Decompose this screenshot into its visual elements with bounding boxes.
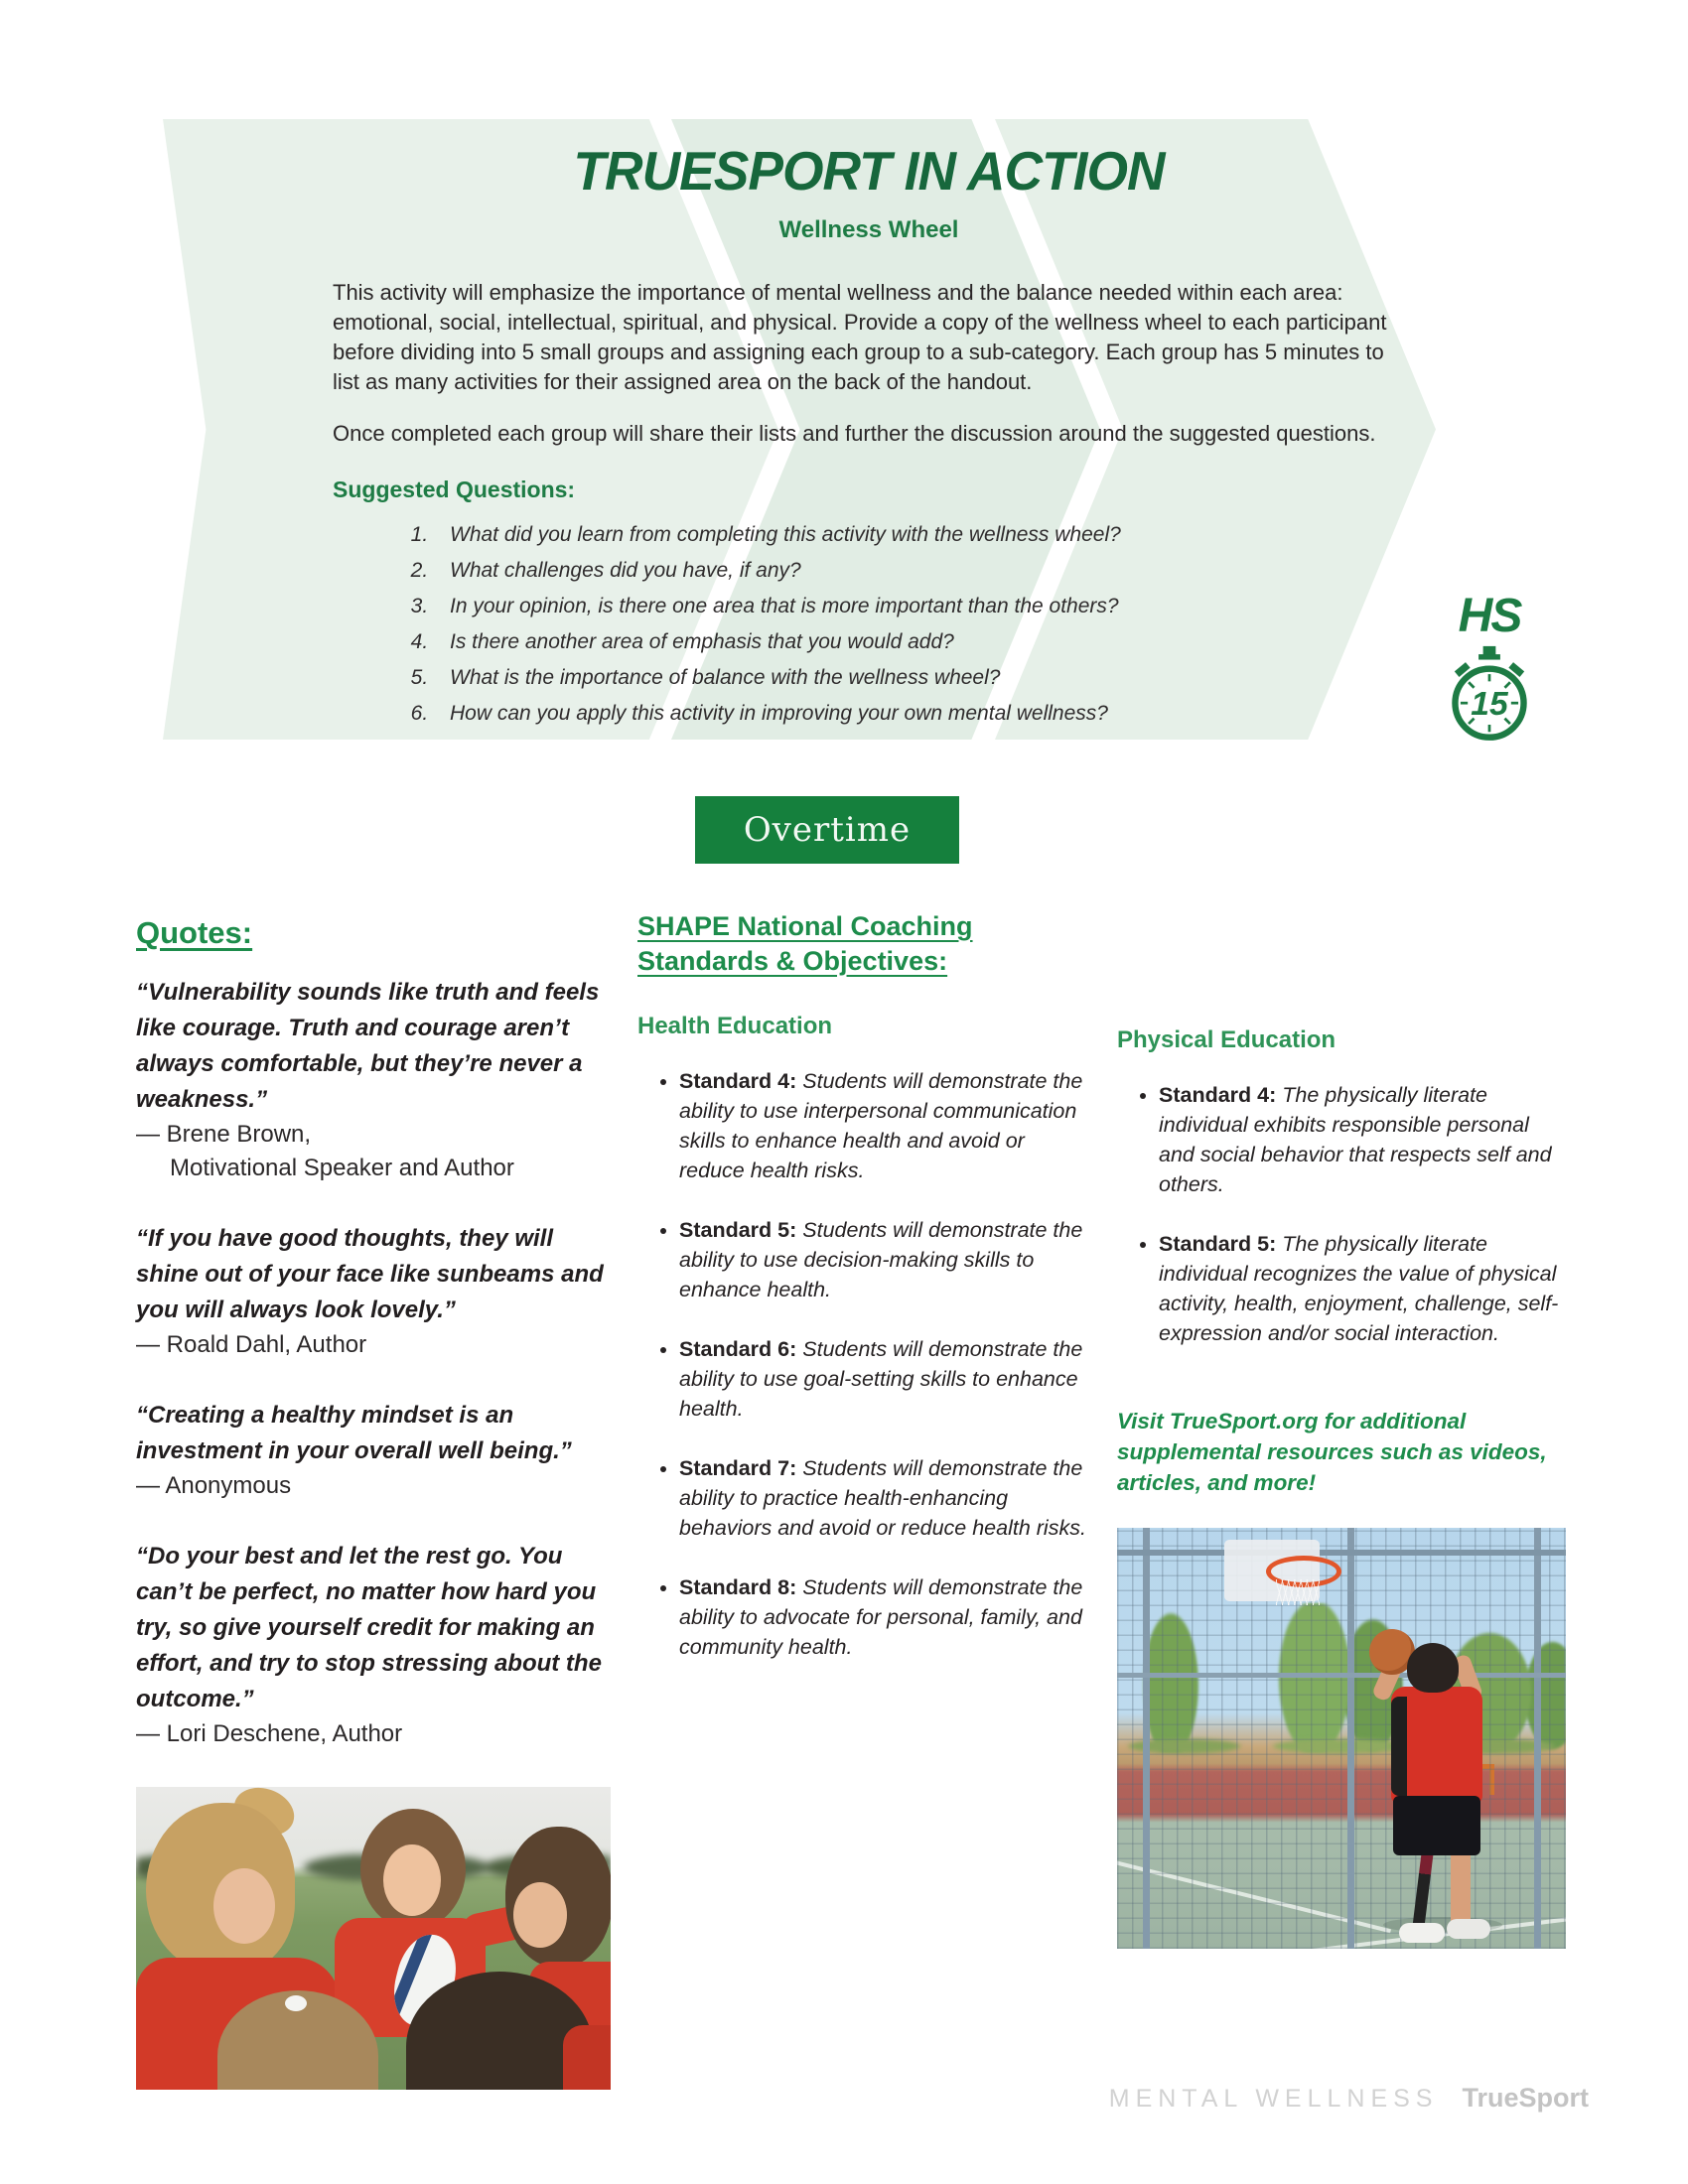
page-footer xyxy=(1109,2083,1589,2114)
hair-tie xyxy=(285,1995,307,2011)
overtime-banner: Overtime xyxy=(695,796,959,864)
boy-shoe xyxy=(1447,1919,1490,1939)
physical-education-column xyxy=(1117,1026,1566,1949)
boy-shorts xyxy=(1393,1796,1480,1855)
timer-value: 15 xyxy=(1471,686,1508,723)
standard-item: • Standard 4: Students will demonstrate the ability to use interpersonal communication skills to enhance health and avoid or reduce health risks. xyxy=(679,1066,1086,1185)
fence-post xyxy=(1534,1528,1541,1949)
standard-item: • Standard 5: The physically literate individual recognizes the value of physical activity, health, enjoyment, challenge, self-expression and/or social interaction. xyxy=(1159,1229,1566,1348)
stopwatch-icon xyxy=(1444,645,1535,745)
intro-paragraph-1: This activity will emphasize the importance of mental wellness and the balance needed within each area: emotional, social, intellectual, spiritual, and physical. Provide a copy of the wellness wheel to each participant before dividing into 5 small groups and assigning each group to a sub-category. Each group has 5 minutes to list as many activities for their assigned area on the back of the handout. xyxy=(333,280,1387,394)
standard-item: • Standard 6: Students will demonstrate the ability to use goal-setting skills to enhance health. xyxy=(679,1334,1086,1424)
suggested-questions-label: Suggested Questions: xyxy=(333,477,576,502)
question-item: 5. What is the importance of balance with the wellness wheel? xyxy=(434,666,1405,690)
physical-education-heading: Physical Education xyxy=(1117,1026,1336,1053)
quote-block xyxy=(136,1539,611,1751)
truesport-logo: TrueSport xyxy=(1462,2083,1589,2113)
quote-text: “Creating a healthy mindset is an investment in your overall well being.” xyxy=(136,1402,572,1464)
quote-text: “Do your best and let the rest go. You can’t be perfect, no matter how hard you try, so give yourself credit for making an effort, and try to stop stressing about the outcome.” xyxy=(136,1543,602,1712)
intro-paragraph-2: Once completed each group will share their lists and further the discussion around the suggested questions. xyxy=(333,421,1376,446)
quote-text: “If you have good thoughts, they will shine out of your face like sunbeams and you will always look lovely.” xyxy=(136,1225,604,1323)
page-subtitle: Wellness Wheel xyxy=(778,216,959,243)
girl-figure xyxy=(383,1844,441,1916)
question-item: 2. What challenges did you have, if any? xyxy=(434,559,1405,583)
quote-attribution: — Anonymous xyxy=(136,1472,292,1499)
physical-standards-list xyxy=(1117,1080,1566,1348)
hs-label: HS xyxy=(1458,590,1521,642)
standards-column xyxy=(637,909,1086,1692)
shape-standards-heading: SHAPE National Coaching Standards & Objectives: xyxy=(637,911,973,976)
question-item: 3. In your opinion, is there one area that is more important than the others? xyxy=(434,595,1405,618)
girl-figure xyxy=(513,1882,567,1948)
hs-level-badge xyxy=(1428,589,1551,750)
quote-attribution: — Lori Deschene, Author xyxy=(136,1720,403,1747)
header xyxy=(333,139,1405,738)
footer-program-label: MENTAL WELLNESS xyxy=(1108,2085,1439,2113)
boy-leg xyxy=(1451,1851,1471,1923)
question-item: 4. Is there another area of emphasis that you would add? xyxy=(434,630,1405,654)
standard-item: • Standard 7: Students will demonstrate the ability to practice health-enhancing behaviors and avoid or reduce health risks. xyxy=(679,1453,1086,1543)
boy-figure xyxy=(1363,1627,1512,1931)
truesport-cta-text: Visit TrueSport.org for additional supplemental resources such as videos, articles, and more! xyxy=(1117,1409,1547,1495)
standard-item: • Standard 5: Students will demonstrate the ability to use decision-making skills to enhance health. xyxy=(679,1215,1086,1304)
girl-figure-foreground xyxy=(563,2025,611,2090)
fence-post xyxy=(1347,1528,1354,1949)
quotes-column xyxy=(136,915,611,2090)
boy-shoe xyxy=(1399,1923,1445,1943)
photo-team-huddle xyxy=(136,1787,611,2090)
quote-block xyxy=(136,975,611,1185)
photo-basketball xyxy=(1117,1528,1566,1949)
quote-attribution: — Roald Dahl, Author xyxy=(136,1331,367,1358)
suggested-questions-list xyxy=(333,523,1405,726)
quote-attribution-line2: Motivational Speaker and Author xyxy=(170,1155,514,1181)
health-standards-list xyxy=(637,1066,1086,1662)
quote-block xyxy=(136,1221,611,1362)
question-item: 6. How can you apply this activity in improving your own mental wellness? xyxy=(434,702,1405,726)
quote-text: “Vulnerability sounds like truth and feels like courage. Truth and courage aren’t always comfortable, but they’re never a weakness.” xyxy=(136,979,600,1113)
basketball-net xyxy=(1276,1579,1320,1605)
health-education-heading: Health Education xyxy=(637,1013,833,1039)
girl-figure xyxy=(213,1868,275,1944)
standard-item: • Standard 8: Students will demonstrate the ability to advocate for personal, family, and community health. xyxy=(679,1572,1086,1662)
quote-block xyxy=(136,1398,611,1503)
page-title: TRUESPORT IN ACTION xyxy=(573,140,1165,202)
fence-post xyxy=(1143,1528,1150,1949)
standard-item: • Standard 4: The physically literate individual exhibits responsible personal and social behavior that respects self and others. xyxy=(1159,1080,1566,1199)
jersey-side-panel xyxy=(1391,1697,1407,1796)
fence-rail xyxy=(1117,1550,1566,1556)
question-item: 1. What did you learn from completing this activity with the wellness wheel? xyxy=(434,523,1405,547)
quotes-heading: Quotes: xyxy=(136,915,253,950)
boy-head xyxy=(1407,1643,1459,1693)
quote-attribution: — Brene Brown, xyxy=(136,1121,312,1148)
